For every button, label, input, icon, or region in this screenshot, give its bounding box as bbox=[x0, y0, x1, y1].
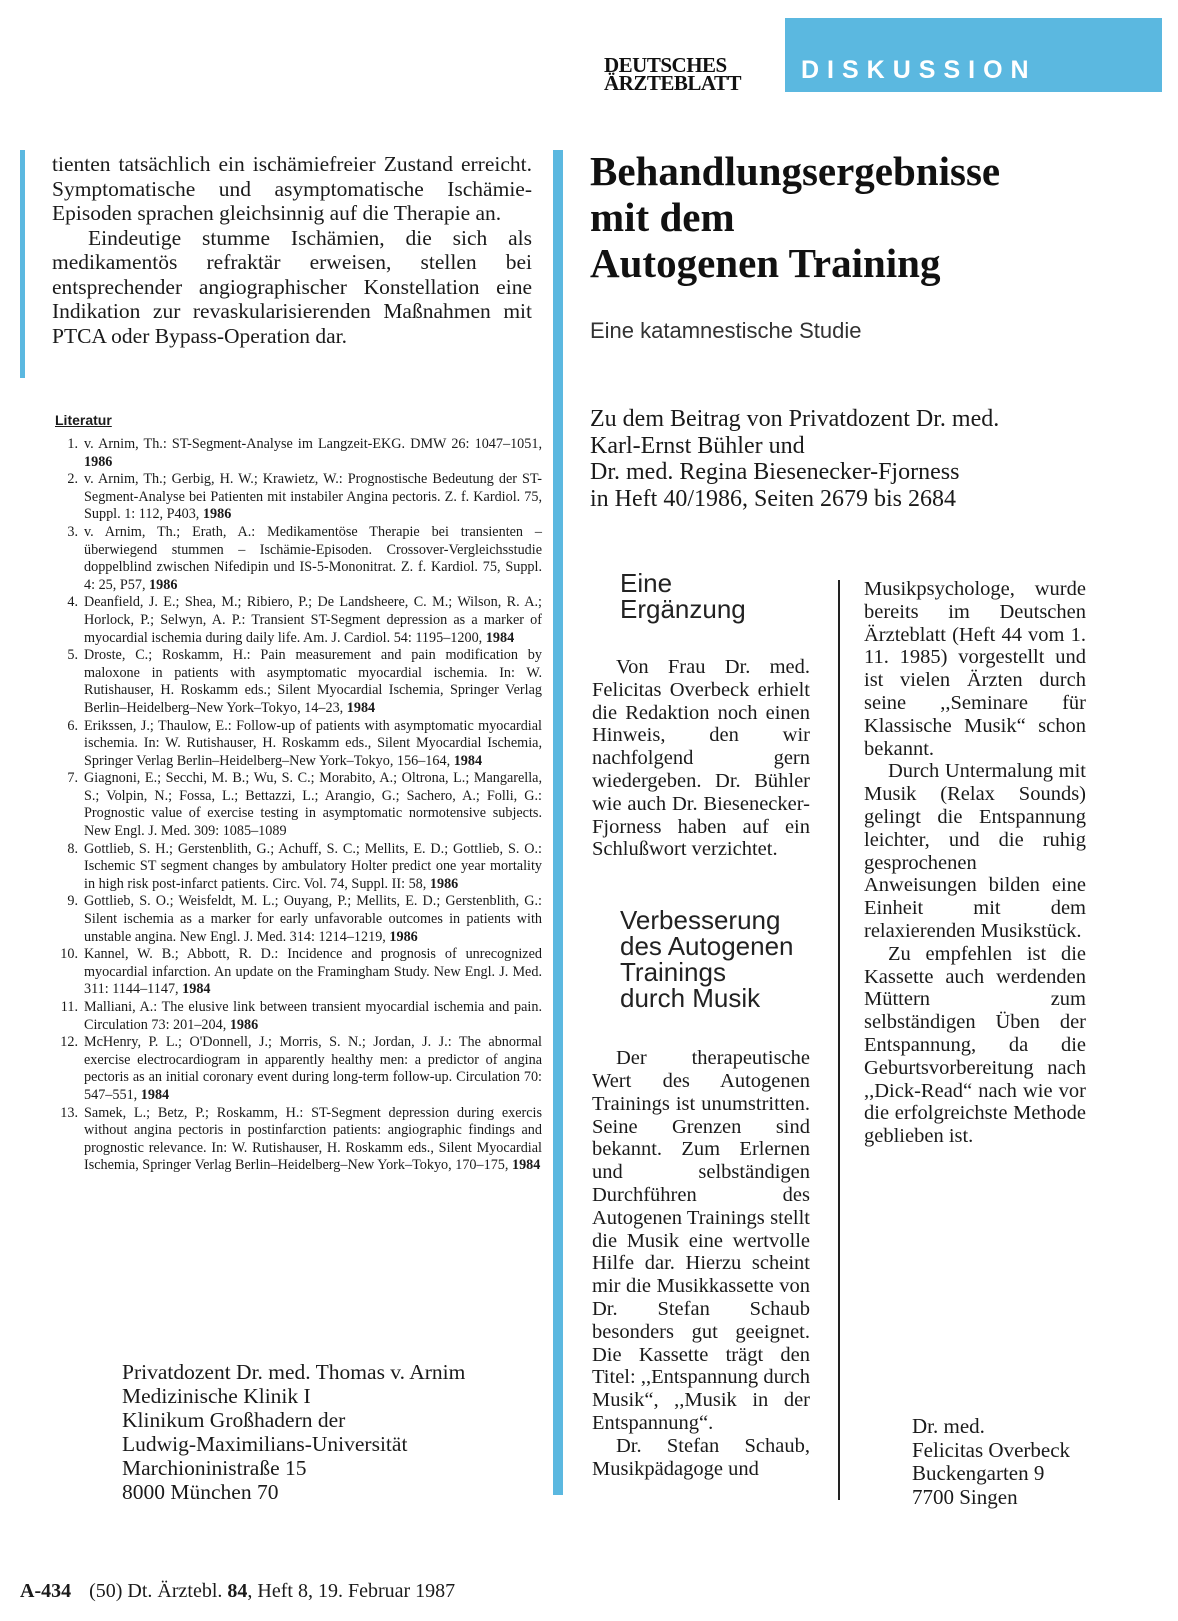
signature-line: 7700 Singen bbox=[912, 1484, 1018, 1509]
reference-text: Samek, L.; Betz, P.; Roskamm, H.: ST-Segment depression during exercis without angina pectoris in postinfarction patients: angiographic findings and prognostic relevance. In: W. Rutishauser, H. Roskamm eds., Silent Myocardial Ischemia, Springer Verlag Berlin–Heidelberg–New York–Tokyo, 170–175, bbox=[84, 1104, 542, 1174]
reference-number: 5. bbox=[67, 647, 78, 664]
title-line: Behandlungsergebnisse bbox=[590, 148, 1001, 194]
referenced-article bbox=[590, 406, 1150, 512]
heading-line: Verbesserung bbox=[620, 905, 781, 936]
paragraph: Zu empfehlen ist die Kassette auch werdenden Müttern zum selbständigen Üben der Entspannung, da die Geburtsvorbereitung nach ,,Dick-Read“ nach wie vor die erfolgreichste Methode geblieben ist. bbox=[864, 942, 1086, 1148]
reference-text: v. Arnim, Th.; Erath, A.: Medikamentöse Therapie bei transienten – überwiegend stummen – Ischämie-Episoden. Crossover-Vergleichsstudie doppelblind zwischen Nifedipin und IS-5-Mononitrat. Z. f. Kardiol. 75, Suppl. 4: 25, P57, bbox=[84, 523, 542, 593]
ref-line: Zu dem Beitrag von Privatdozent Dr. med. bbox=[590, 406, 1000, 432]
reference-year: 1986 bbox=[229, 1016, 259, 1033]
reference-item bbox=[52, 471, 542, 524]
masthead-line-1: DEUTSCHES bbox=[604, 53, 727, 77]
section-heading-musik bbox=[592, 905, 810, 1014]
reference-year: 1986 bbox=[84, 453, 113, 470]
reference-text: McHenry, P. L.; O'Donnell, J.; Morris, S. N.; Jordan, J. J.: The abnormal exercise electrocardiogram in apparently healthy men: a predictor of angina pectoris as an initial coronary event during long-term follow-up. Circulation 70: 547–551, bbox=[84, 1034, 542, 1103]
reference-number: 9. bbox=[67, 893, 78, 910]
reference-text: Erikssen, J.; Thaulow, E.: Follow-up of patients with asymptomatic myocardial ischemia. In: W. Rutishauser, H. Roskamm eds., Silent Myocardial Ischemia, Springer Verlag Berlin–Heidelberg–New York–Tokyo, 156–164, bbox=[84, 717, 542, 769]
reference-text: Giagnoni, E.; Secchi, M. B.; Wu, S. C.; Morabito, A.; Oltrona, L.; Mangarella, S.; Volpin, N.; Fossa, L.; Bettazzi, L.; Arangio, G.; Sachero, A.; Folli, G.: Prognostic value of exercise testing in asymptomatic normotensive subjects. New Engl. J. Med. 309: 1085–1089 bbox=[84, 770, 542, 840]
address-line: Medizinische Klinik I bbox=[122, 1384, 311, 1408]
page-footer bbox=[20, 1580, 455, 1603]
reference-item bbox=[52, 718, 542, 771]
reference-year: 1984 bbox=[485, 629, 515, 646]
signature-line: Buckengarten 9 bbox=[912, 1461, 1045, 1485]
reference-year: 1986 bbox=[429, 875, 459, 892]
reference-item bbox=[52, 841, 542, 894]
masthead-line-2: ÄRZTEBLATT bbox=[604, 71, 741, 95]
paragraph: Dr. Stefan Schaub, Musikpädagoge und bbox=[592, 1434, 810, 1480]
heading-line: des Autogenen bbox=[620, 931, 794, 962]
reference-number: 2. bbox=[67, 471, 78, 488]
signature-line: Felicitas Overbeck bbox=[912, 1437, 1071, 1462]
address-line: 8000 München 70 bbox=[122, 1480, 279, 1504]
author-address bbox=[122, 1360, 542, 1504]
reference-text: Deanfield, J. E.; Shea, M.; Ribiero, P.; De Landsheere, C. M.; Wilson, R. A.; Horlock, P.; Selwyn, A. P.: Transient ST-Segment depression as a marker of myocardial ischemia during daily life. Am. J. Cardiol. 54: 1195–1200, bbox=[84, 594, 542, 646]
address-line: Privatdozent Dr. med. Thomas v. Arnim bbox=[122, 1360, 466, 1384]
intro-paragraph-2: Eindeutige stumme Ischämien, die sich als medikamentös refraktär erweisen, stellen bei entsprechender angiographischer Konstellation eine Indikation zur revaskularisierenden Maßnahmen mit PTCA oder Bypass-Operation dar. bbox=[52, 225, 532, 348]
signature-line: Dr. med. bbox=[912, 1414, 985, 1438]
reference-number: 8. bbox=[67, 840, 78, 857]
reference-item bbox=[52, 1034, 542, 1104]
reference-year: 1984 bbox=[182, 981, 211, 998]
page-number: A-434 bbox=[20, 1580, 72, 1602]
reference-year: 1986 bbox=[149, 576, 178, 593]
reference-item bbox=[52, 1105, 542, 1175]
ref-line: Dr. med. Regina Biesenecker-Fjorness bbox=[590, 459, 960, 485]
reference-text: Malliani, A.: The elusive link between transient myocardial ischemia and pain. Circulation 73: 201–204, bbox=[84, 999, 542, 1033]
address-line: Klinikum Großhadern der bbox=[122, 1408, 346, 1432]
column-divider bbox=[838, 580, 840, 1500]
reference-text: v. Arnim, Th.: ST-Segment-Analyse im Langzeit-EKG. DMW 26: 1047–1051, bbox=[84, 436, 542, 452]
section-banner bbox=[785, 18, 1162, 92]
section-heading-ergaenzung bbox=[592, 570, 810, 622]
title-line: mit dem bbox=[590, 194, 735, 240]
reference-number: 12. bbox=[60, 1034, 78, 1051]
reference-item bbox=[52, 770, 542, 840]
title-line: Autogenen Training bbox=[590, 240, 941, 286]
ref-line: Karl-Ernst Bühler und bbox=[590, 432, 805, 459]
literature-heading: Literatur bbox=[55, 412, 112, 428]
accent-bar-left bbox=[20, 150, 25, 378]
citation-volume: 84 bbox=[227, 1580, 248, 1602]
reference-text: Gottlieb, S. H.; Gerstenblith, G.; Achuff, S. C.; Mellits, E. D.; Gottlieb, S. O.: Ischemic ST segment changes by ambulatory Holter predict one year mortality in high risk post-infarct patients. Circ. Vol. 74, Suppl. II: 58, bbox=[84, 840, 542, 892]
article-subtitle: Eine katamnestische Studie bbox=[590, 318, 862, 343]
citation-prefix: (50) Dt. Ärztebl. bbox=[89, 1580, 223, 1602]
paragraph: Der therapeutische Wert des Autogenen Trainings ist unumstritten. Seine Grenzen sind bekannt. Zum Erlernen und selbständigen Durchführen des Autogenen Trainings stellt die Musik eine wertvolle Hilfe dar. Hierzu scheint mir die Musikkassette von Dr. Stefan Schaub besonders gut geeignet. Die Kassette trägt den Titel: ,,Entspannung durch Musik“, ,,Musik in der Entspannung“. bbox=[592, 1047, 810, 1434]
letter-signature bbox=[912, 1415, 1070, 1509]
heading-line: Eine bbox=[620, 568, 673, 598]
article-title bbox=[590, 148, 1150, 286]
reference-text: v. Arnim, Th.; Gerbig, H. W.; Krawietz, W.: Prognostische Bedeutung der ST-Segment-Analyse bei Patienten mit instabiler Angina pectoris. Z. f. Kardiol. 75, Suppl. 1: 112, P403, bbox=[84, 471, 542, 523]
ref-line: in Heft 40/1986, Seiten 2679 bis 2684 bbox=[590, 485, 956, 512]
reference-number: 1. bbox=[67, 436, 78, 452]
reference-year: 1984 bbox=[453, 752, 483, 769]
reference-number: 10. bbox=[60, 946, 78, 963]
reference-year: 1986 bbox=[202, 506, 232, 523]
reference-number: 6. bbox=[67, 717, 78, 734]
paragraph: Durch Untermalung mit Musik (Relax Sounds) gelingt die Entspannung leichter, und die ruhig gesprochenen Anweisungen bilden eine Einheit mit dem relaxierenden Musikstück. bbox=[864, 760, 1086, 942]
reference-item bbox=[52, 436, 542, 471]
reference-number: 7. bbox=[67, 770, 78, 787]
article-column-2 bbox=[864, 578, 1086, 1148]
reference-year: 1984 bbox=[140, 1086, 170, 1103]
article-column-1 bbox=[592, 570, 810, 1480]
reference-item bbox=[52, 946, 542, 999]
reference-text: Kannel, W. B.; Abbott, R. D.: Incidence and prognosis of unrecognized myocardial infarction. An update on the Framingham Study. New Engl. J. Med. 311: 1144–1147, bbox=[84, 946, 542, 998]
reference-list bbox=[52, 436, 542, 1175]
heading-line: Ergänzung bbox=[620, 594, 746, 624]
section-body bbox=[592, 656, 810, 861]
heading-line: Trainings bbox=[620, 957, 726, 988]
reference-number: 3. bbox=[67, 523, 78, 540]
reference-item bbox=[52, 999, 542, 1034]
paragraph: Von Frau Dr. med. Felicitas Overbeck erhielt die Redaktion noch einen Hinweis, den wir nachfolgend gern wiedergeben. Dr. Bühler wie auch Dr. Biesenecker-Fjorness haben auf ein Schlußwort verzichtet. bbox=[592, 656, 810, 861]
section-label: DISKUSSION bbox=[801, 56, 1037, 84]
intro-text bbox=[52, 152, 532, 348]
intro-paragraph-1: tienten tatsächlich ein ischämiefreier Zustand erreicht. Symptomatische und asymptomatische Ischämie-Episoden sprachen gleichsinnig auf die Therapie an. bbox=[52, 152, 532, 225]
masthead bbox=[604, 53, 774, 95]
address-line: Ludwig-Maximilians-Universität bbox=[122, 1432, 408, 1456]
reference-year: 1984 bbox=[511, 1157, 541, 1174]
reference-year: 1984 bbox=[346, 699, 376, 716]
reference-text: Gottlieb, S. O.; Weisfeldt, M. L.; Ouyang, P.; Mellits, E. D.; Gerstenblith, G.: Silent ischemia as a marker for early unfavorable outcomes in patients with unstable angina. New Engl. J. Med. 314: 1214–1219, bbox=[84, 893, 542, 945]
citation-suffix: , Heft 8, 19. Februar 1987 bbox=[247, 1580, 456, 1602]
reference-number: 13. bbox=[60, 1104, 78, 1121]
heading-line: durch Musik bbox=[620, 983, 761, 1014]
accent-bar-center bbox=[553, 150, 563, 1495]
reference-item bbox=[52, 594, 542, 647]
reference-text: Droste, C.; Roskamm, H.: Pain measurement and pain modification by maloxone in patients with asymptomatic myocardial ischemia. In: W. Rutishauser, H. Roskamm eds.; Silent Myocardial Ischemia, Springer Verlag Berlin–Heidelberg–New York–Tokyo, 14–23, bbox=[84, 647, 542, 716]
address-line: Marchioninistraße 15 bbox=[122, 1456, 307, 1480]
paragraph: Musikpsychologe, wurde bereits im Deutschen Ärzteblatt (Heft 44 vom 1. 11. 1985) vorgestellt und ist vielen Ärzten durch seine ,,Seminare für Klassische Musik“ schon bekannt. bbox=[864, 578, 1086, 760]
reference-item bbox=[52, 893, 542, 946]
reference-item bbox=[52, 647, 542, 717]
reference-number: 4. bbox=[67, 594, 78, 611]
section-body bbox=[592, 1047, 810, 1480]
reference-item bbox=[52, 524, 542, 594]
reference-year: 1986 bbox=[389, 928, 418, 945]
reference-number: 11. bbox=[60, 999, 78, 1015]
